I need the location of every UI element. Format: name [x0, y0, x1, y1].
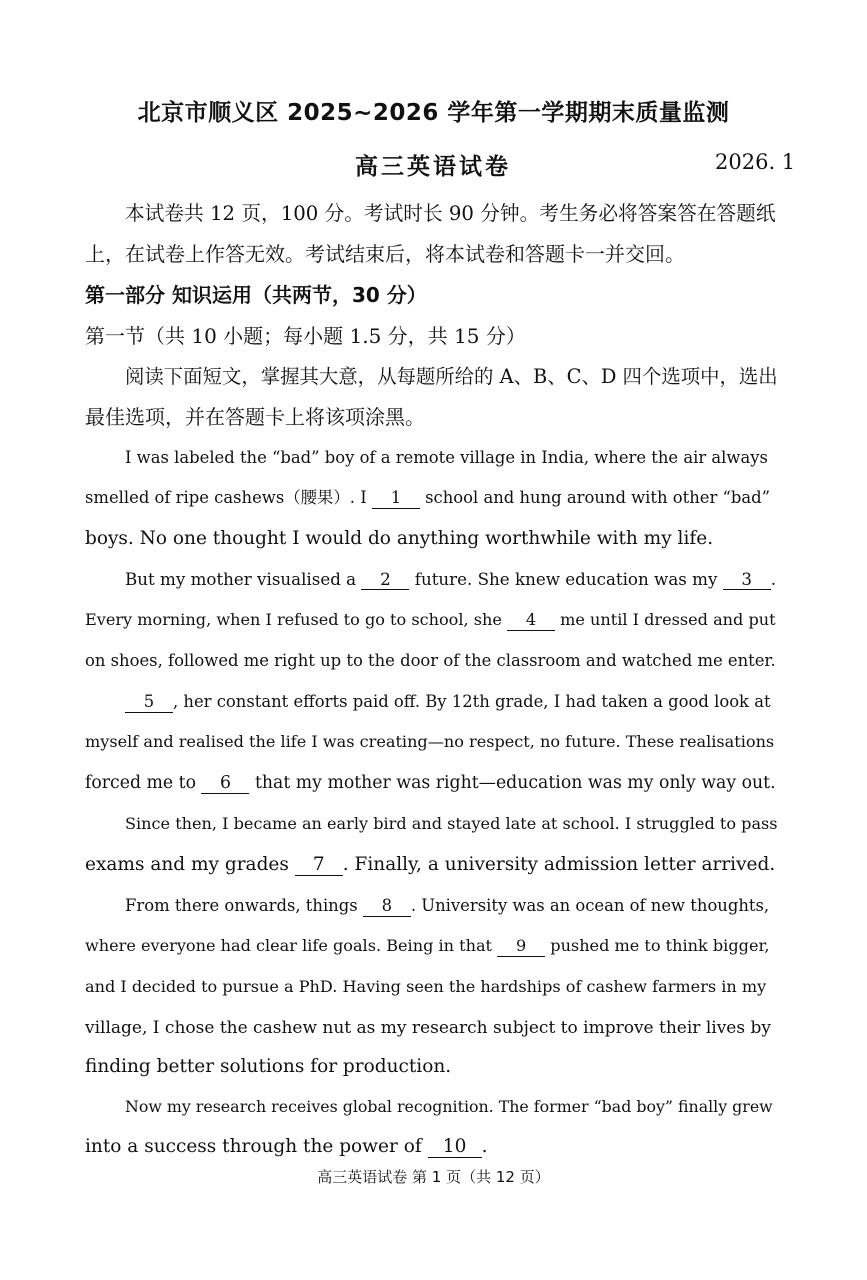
passage-line: Now my research receives global recognition. The former “bad boy” finally grew: [125, 1097, 773, 1116]
blank-10: 10: [428, 1137, 482, 1158]
exam-title: 北京市顺义区 2025~2026 学年第一学期期末质量监测: [137, 100, 730, 126]
passage-line: on shoes, followed me right up to the door of the classroom and watched me enter.: [85, 651, 776, 670]
exam-date: 2026. 1: [715, 150, 796, 174]
passage-line: finding better solutions for production.: [85, 1056, 452, 1077]
blank-7: 7: [295, 855, 343, 876]
passage-line: myself and realised the life I was creating—no respect, no future. These realisations: [85, 732, 775, 751]
passage-line: where everyone had clear life goals. Being in that 9 pushed me to think bigger,: [85, 936, 770, 955]
direction-line-2: 最佳选项，并在答题卡上将该项涂黑。: [85, 405, 425, 429]
section-heading: 第一节（共 10 小题；每小题 1.5 分，共 15 分）: [85, 324, 526, 348]
direction-line-1: 阅读下面短文，掌握其大意，从每题所给的 A、B、C、D 四个选项中，选出: [125, 365, 778, 388]
passage-line: smelled of ripe cashews（腰果）. I 1 school and hung around with other “bad”: [85, 488, 771, 507]
blank-6: 6: [201, 773, 249, 794]
passage-line: exams and my grades 7 . Finally, a university admission letter arrived.: [85, 854, 776, 875]
part-heading: 第一部分 知识运用（共两节，30 分）: [85, 283, 427, 307]
instructions-line-1: 本试卷共 12 页，100 分。考试时长 90 分钟。考生务必将答案答在答题纸: [125, 202, 776, 225]
blank-3: 3: [723, 569, 771, 590]
passage-line: and I decided to pursue a PhD. Having seen the hardships of cashew farmers in my: [85, 977, 767, 996]
passage-line: From there onwards, things 8 . University was an ocean of new thoughts,: [125, 896, 770, 915]
blank-8: 8: [363, 896, 411, 917]
blank-2: 2: [361, 569, 409, 590]
instructions-line-2: 上，在试卷上作答无效。考试结束后，将本试卷和答题卡一并交回。: [85, 242, 685, 266]
passage-line: But my mother visualised a 2 future. She knew education was my 3 .: [125, 569, 777, 589]
blank-1: 1: [372, 488, 420, 509]
passage-line: 5 , her constant efforts paid off. By 12th grade, I had taken a good look at: [85, 689, 777, 715]
blank-4: 4: [507, 610, 555, 631]
exam-subtitle: 高三英语试卷: [355, 154, 511, 180]
passage-line: boys. No one thought I would do anything worthwhile with my life.: [85, 528, 714, 549]
passage-line: Every morning, when I refused to go to school, she 4 me until I dressed and put: [85, 610, 776, 629]
page-footer: 高三英语试卷 第 1 页（共 12 页）: [317, 1168, 550, 1186]
passage-line: forced me to 6 that my mother was right—education was my only way out.: [85, 773, 776, 793]
passage-line: I was labeled the “bad” boy of a remote village in India, where the air always: [125, 448, 768, 467]
blank-5: 5: [125, 692, 173, 713]
blank-9: 9: [497, 936, 545, 957]
passage-line: village, I chose the cashew nut as my research subject to improve their lives by: [85, 1018, 771, 1038]
passage-line: into a success through the power of 10 .: [85, 1136, 488, 1157]
passage-line: Since then, I became an early bird and stayed late at school. I struggled to pass: [125, 814, 778, 833]
